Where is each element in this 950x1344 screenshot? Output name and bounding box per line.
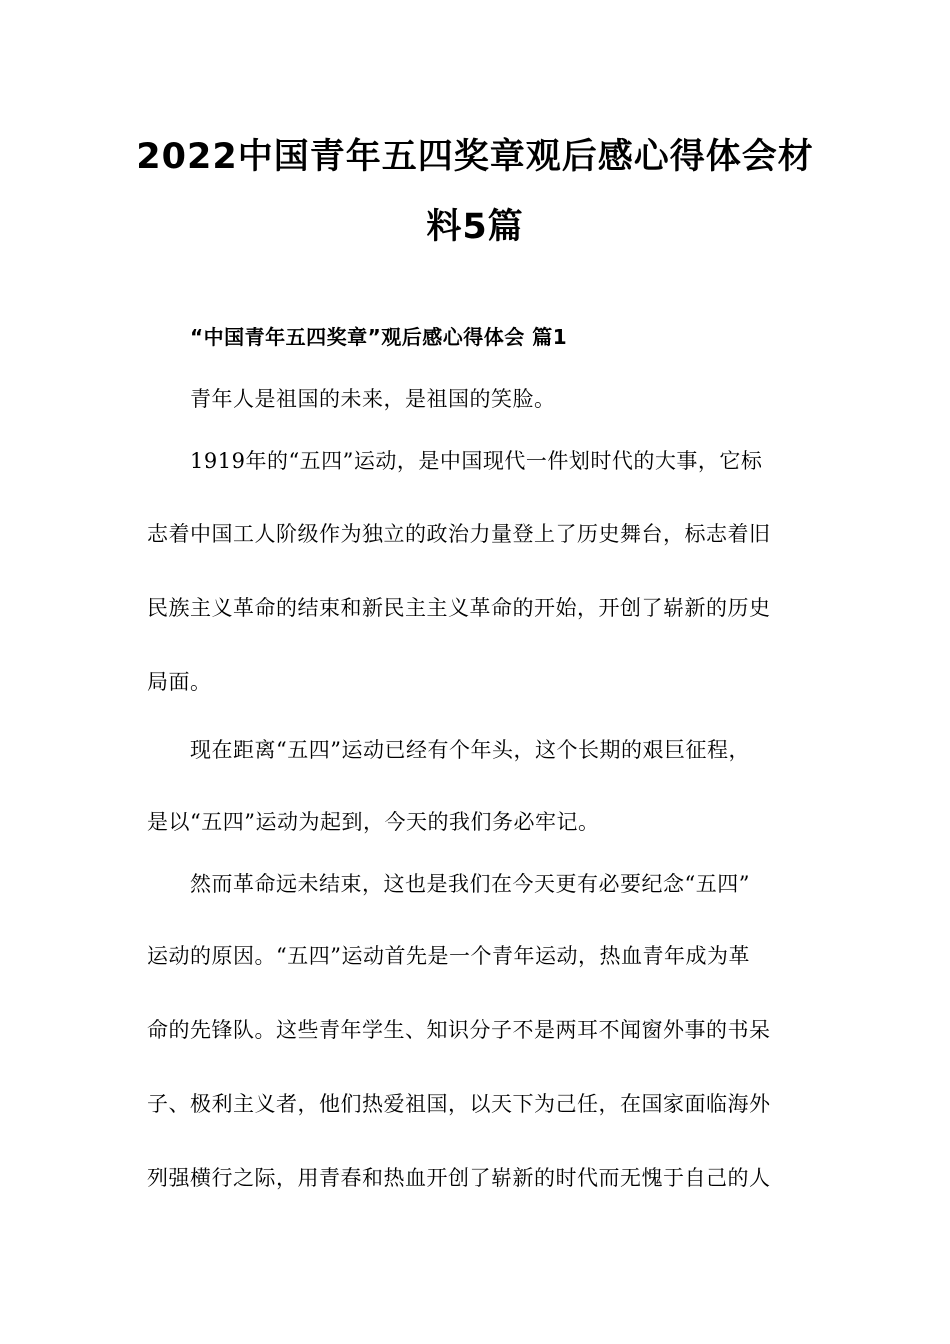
- paragraph-line: 子、极利主义者，他们热爱祖国，以天下为己任，在国家面临海外: [147, 1092, 771, 1116]
- paragraph-line: 命的先锋队。这些青年学生、知识分子不是两耳不闻窗外事的书呆: [147, 1018, 771, 1042]
- document-title-line-2: 料5篇: [426, 207, 524, 247]
- paragraph-line: 青年人是祖国的未来，是祖国的笑脸。: [190, 387, 556, 411]
- paragraph-line: 是以“五四”运动为起到，今天的我们务必牢记。: [147, 810, 600, 834]
- paragraph-line: 运动的原因。“五四”运动首先是一个青年运动，热血青年成为革: [147, 944, 750, 968]
- section-heading: “中国青年五四奖章”观后感心得体会 篇1: [190, 325, 568, 349]
- document-title-line-1: 2022中国青年五四奖章观后感心得体会材: [136, 137, 814, 177]
- paragraph-line: 志着中国工人阶级作为独立的政治力量登上了历史舞台，标志着旧: [147, 522, 771, 546]
- paragraph-line: 1919年的“五四”运动，是中国现代一件划时代的大事，它标: [190, 449, 763, 473]
- paragraph-line: 现在距离“五四”运动已经有个年头，这个长期的艰巨征程，: [190, 738, 750, 762]
- paragraph-line: 民族主义革命的结束和新民主主义革命的开始，开创了崭新的历史: [147, 596, 771, 620]
- paragraph-line: 局面。: [147, 670, 212, 694]
- paragraph-line: 然而革命远未结束，这也是我们在今天更有必要纪念“五四”: [190, 872, 750, 896]
- paragraph-line: 列强横行之际，用青春和热血开创了崭新的时代而无愧于自己的人: [147, 1166, 771, 1190]
